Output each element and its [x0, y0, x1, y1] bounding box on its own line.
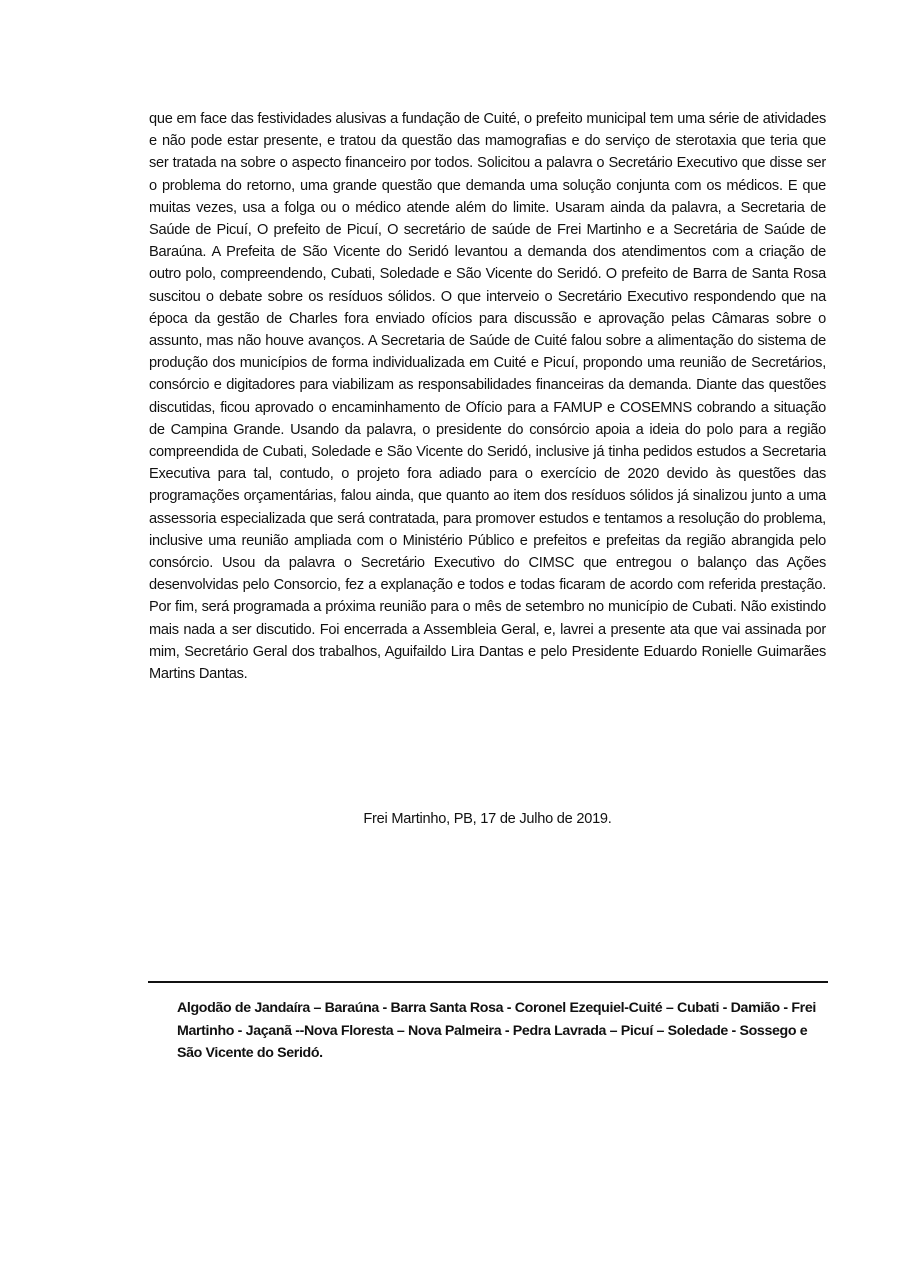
minutes-body-paragraph: que em face das festividades alusivas a fundação de Cuité, o prefeito municipal tem uma série de atividades e não pode estar presente, e tratou da questão das mamografias e do serviço de sterotaxia que teria que ser tratada na sobre o aspecto financeiro por todos. Solicitou a palavra o Secretário Executivo que disse ser o problema do retorno, uma grande questão que demanda uma solução conjunta com os médicos. E que muitas vezes, usa a folga ou o médico atende além do limite. Usaram ainda da palavra, a Secretaria de Saúde de Picuí, O prefeito de Picuí, O secretário de saúde de Frei Martinho e a Secretária de Saúde de Baraúna. A Prefeita de São Vicente do Seridó levantou a demanda dos atendimentos com a criação de outro polo, compreendendo, Cubati, Soledade e São Vicente do Seridó. O prefeito de Barra de Santa Rosa suscitou o debate sobre os resíduos sólidos. O que interveio o Secretário Executivo respondendo que na época da gestão de Charles fora enviado ofícios para discussão e aprovação pelas Câmaras sobre o assunto, mas não houve avanços. A Secretaria de Saúde de Cuité falou sobre a alimentação do sistema de produção dos municípios de forma individualizada em Cuité e Picuí, propondo uma reunião de Secretários, consórcio e digitadores para viabilizam as responsabilidades financeiras da demanda. Diante das questões discutidas, ficou aprovado o encaminhamento de Ofício para a FAMUP e COSEMNS cobrando a situação de Campina Grande. Usando da palavra, o presidente do consórcio apoia a ideia do polo para a região compreendida de Cubati, Soledade e São Vicente do Seridó, inclusive já tinha pedidos estudos a Secretaria Executiva para tal, contudo, o projeto fora adiado para o exercício de 2020 devido às questões das programações orçamentárias, falou ainda, que quanto ao item dos resíduos sólidos já sinalizou junto a uma assessoria especializada que será contratada, para promover estudos e tentamos a resolução do problema, inclusive uma reunião ampliada com o Ministério Público e prefeitos e prefeitas da região abrangida pelo consórcio. Usou da palavra o Secretário Executivo do CIMSC que entregou o balanço das Ações desenvolvidas pelo Consorcio, fez a explanação e todos e todas ficaram de acordo com referida prestação. Por fim, será programada a próxima reunião para o mês de setembro no município de Cubati. Não existindo mais nada a ser discutido. Foi encerrada a Assembleia Geral, e, lavrei a presente ata que vai assinada por mim, Secretário Geral dos trabalhos, Aguifaildo Lira Dantas e pelo Presidente Eduardo Ronielle Guimarães Martins Dantas. — [149, 111, 826, 683]
footer-municipalities-list: Algodão de Jandaíra – Baraúna - Barra Santa Rosa - Coronel Ezequiel-Cuité – Cubati - Damião - Frei Martinho - Jaçanã --Nova Floresta – Nova Palmeira - Pedra Lavrada – Picuí – Soledade - Sossego e São Vicente do Seridó. — [177, 1000, 816, 1061]
footer-divider — [148, 981, 828, 983]
place-and-date: Frei Martinho, PB, 17 de Julho de 2019. — [363, 811, 612, 827]
